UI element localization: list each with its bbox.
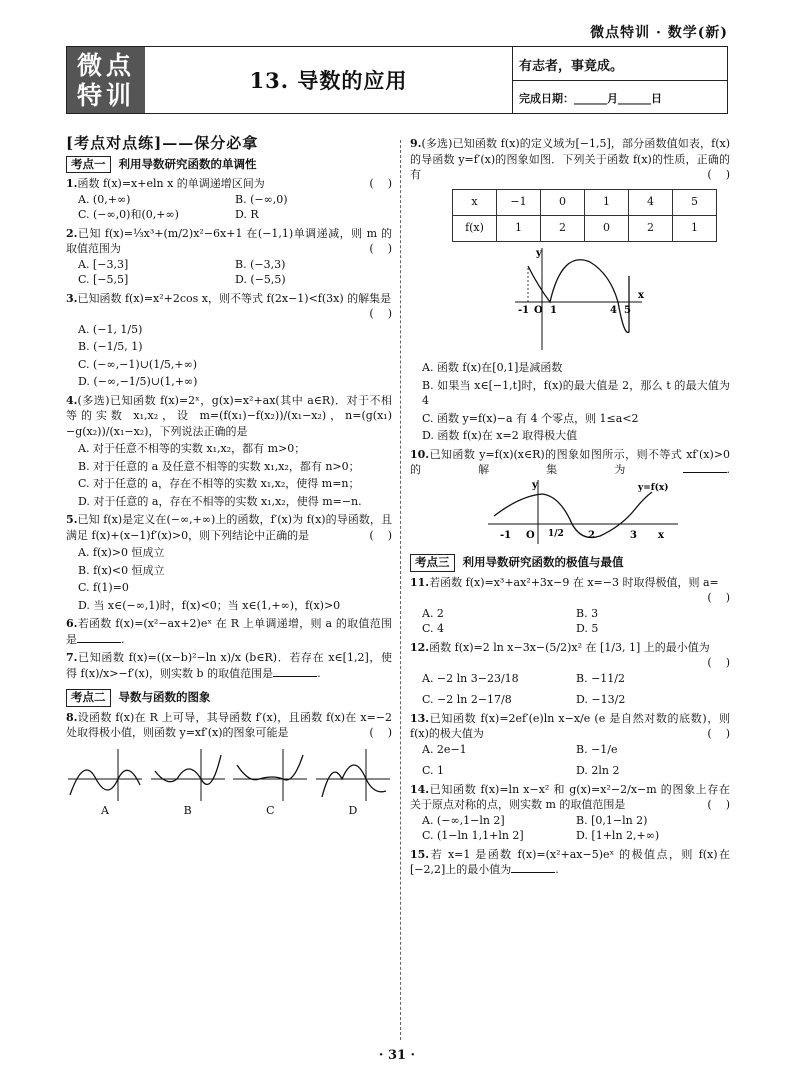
function-graph [410, 478, 730, 546]
option: C. 函数 y=f(x)−a 有 4 个零点，则 1≤a<2 [422, 411, 639, 425]
option: D. 5 [576, 622, 599, 635]
option: B. 3 [576, 606, 599, 620]
svg-text:5: 5 [624, 304, 631, 316]
option: A. −2 ln 3−23/18 [422, 671, 519, 685]
option: A. 2 [422, 606, 444, 620]
option: C. (−∞,0)和(0,+∞) [78, 208, 179, 221]
option: C. f(1)=0 [78, 581, 129, 594]
section-heading-2 [66, 689, 392, 707]
option: C. (−∞,−1)∪(1/5,+∞) [78, 357, 198, 371]
svg-text:-1: -1 [518, 304, 530, 316]
option: D. R [235, 208, 259, 221]
option: D. 对于任意的 a，存在不相等的实数 x₁,x₂，使得 m=−n. [78, 494, 362, 508]
option: A. f(x)>0 恒成立 [78, 546, 165, 559]
section-tag: 考点二 [66, 689, 111, 707]
answer-blank[interactable] [511, 862, 555, 873]
graph-option-c: C [231, 745, 309, 819]
question-5: 5.已知 f(x)是定义在(−∞,+∞)上的函数，f′(x)为 f(x)的导函数，且满足 f(x)+(x−1)f′(x)>0，则下列结论中正确的是 ( ) A. f(x)>0 恒成立 B. f(x)<0 恒成立 C. f(1)=0 D. 当 x∈(−∞,1)时，f(x)<0；当 x∈(1,+∞)，f(x)>0 [66, 513, 392, 612]
section-title: 导数与函数的图象 [118, 690, 211, 704]
option: A. 对于任意不相等的实数 x₁,x₂，都有 m>0； [78, 442, 306, 455]
section-heading-1 [66, 156, 392, 174]
lesson-header [66, 46, 728, 114]
question-10: 10.已知函数 y=f(x)(x∈R)的图象如图所示，则不等式 xf′(x)>0 的解集为 . -1 O 1/2 2 3 x y y=f(x) [410, 447, 730, 551]
motto: 有志者，事竟成。 [513, 47, 727, 81]
section-title: 利用导数研究函数的单调性 [118, 156, 257, 171]
question-13: 13.已知函数 f(x)=2ef′(e)ln x−x/e (e 是自然对数的底数)，则 f(x)的极大值为 ( ) A. 2e−1 B. −1/e C. 1 D. 2ln 2 [410, 711, 730, 777]
question-3: 3.已知函数 f(x)=x²+2cos x，则不等式 f(2x−1)<f(3x) 的解集是 ( ) A. (−1, 1/5) B. (−1/5, 1) C. (−∞,−1)∪(1/5,+∞) D. (−∞,−1/5)∪(1,+∞) [66, 291, 392, 388]
option: C. −2 ln 2−17/8 [422, 693, 512, 706]
option: C. 4 [422, 622, 445, 635]
question-6: 6.若函数 f(x)=(x²−ax+2)eˣ 在 R 上单调递增，则 a 的取值范围是 . [66, 617, 392, 646]
question-4: 4.(多选)已知函数 f(x)=2ˣ，g(x)=x²+ax(其中 a∈R)．对于不相等的实数 x₁,x₂，设 m=(f(x₁)−f(x₂))/(x₁−x₂)，n=(g(x₁)−g(x₂))/(x₁−x₂)，下列说法正确的是 A. 对于任意不相等的实数 x₁,x₂，都有 m>0； B. 对于任意的 a 及任意不相等的实数 x₁,x₂，都有 n>0； C. 对于任意的 a，存在不相等的实数 x₁,x₂，使得 m=n； D. 对于任意的 a，存在不相等的实数 x₁,x₂，使得 m=−n. [66, 393, 392, 508]
svg-text:x: x [658, 529, 664, 541]
series-badge: 微点 特训 [67, 47, 145, 113]
option: B. −1/e [576, 742, 618, 756]
svg-text:y=f(x): y=f(x) [638, 482, 669, 493]
option: C. (1−ln 1,1+ln 2] [422, 829, 524, 842]
option: D. [1+ln 2,+∞) [576, 829, 660, 842]
option: C. [−5,5] [78, 273, 129, 286]
option: B. (−1/5, 1) [78, 340, 143, 353]
question-11: 11.若函数 f(x)=x³+ax²+3x−9 在 x=−3 时取得极值，则 a= ( ) A. 2 B. 3 C. 4 D. 5 [410, 575, 730, 635]
left-column [66, 136, 392, 818]
svg-text:1: 1 [550, 304, 557, 316]
svg-text:2: 2 [588, 529, 595, 541]
svg-text:O: O [526, 529, 535, 541]
option: B. 如果当 x∈[−1,t]时，f(x)的最大值是 2，那么 t 的最大值为 4 [422, 378, 730, 407]
option: B. 对于任意的 a 及任意不相等的实数 x₁,x₂，都有 n>0； [78, 459, 360, 473]
option: D. 函数 f(x)在 x=2 取得极大值 [422, 429, 578, 442]
graph-option-d: D [314, 745, 392, 819]
column-divider [400, 140, 401, 1040]
derivative-graph [410, 246, 730, 354]
option: C. 1 [422, 764, 445, 777]
option: B. (−∞,0) [235, 192, 288, 206]
option: B. [0,1−ln 2) [576, 813, 648, 827]
answer-blank[interactable] [77, 632, 121, 643]
graph-option-b: B [149, 745, 227, 819]
page-number: · 31 · [378, 1048, 416, 1063]
answer-blank[interactable] [273, 666, 317, 677]
value-table: x −1 0 1 4 5 f(x) 1 2 0 2 1 [452, 189, 717, 242]
question-2: 2.已知 f(x)=⅓x³+(m/2)x²−6x+1 在(−1,1)单调递减，则 m 的取值范围为 ( ) A. [−3,3] B. (−3,3) C. [−5,5] D. (−5,5) [66, 226, 392, 286]
svg-text:y: y [532, 479, 538, 491]
right-column [410, 136, 730, 878]
option: B. f(x)<0 恒成立 [78, 563, 165, 577]
answer-blank[interactable] [683, 462, 727, 473]
series-label: 微点特训 · 数学(新) [590, 25, 728, 41]
question-1: 1.函数 f(x)=x+eln x 的单调递增区间为 ( ) A. (0,+∞) B. (−∞,0) C. (−∞,0)和(0,+∞) D. R [66, 177, 392, 221]
section-tag: 考点一 [66, 156, 111, 174]
lesson-title: 13. 导数的应用 [145, 47, 513, 113]
section-main-heading: [考点对点练]——保分必拿 [66, 134, 259, 152]
option: A. 2e−1 [422, 742, 467, 756]
completion-date: 完成日期：______月______日 [519, 92, 662, 105]
question-14: 14.已知函数 f(x)=ln x−x² 和 g(x)=x²−2/x−m 的图象上存在关于原点对称的点，则实数 m 的取值范围是 ( ) A. (−∞,1−ln 2] B. [0,1−ln 2) C. (1−ln 1,1+ln 2] D. [1+ln 2,+∞) [410, 782, 730, 842]
option: D. 2ln 2 [576, 764, 620, 777]
option: A. 函数 f(x)在[0,1]是减函数 [422, 361, 563, 374]
option: B. (−3,3) [235, 257, 286, 271]
option: D. 当 x∈(−∞,1)时，f(x)<0；当 x∈(1,+∞)，f(x)>0 [78, 598, 341, 612]
option: A. (−1, 1/5) [78, 322, 143, 336]
svg-text:x: x [638, 289, 644, 301]
option-graphs [66, 745, 392, 819]
question-7: 7.已知函数 f(x)=((x−b)²−ln x)/x (b∈R)．若存在 x∈[1,2]，使得 f(x)/x>−f′(x)，则实数 b 的取值范围是 . [66, 651, 392, 680]
question-15: 15.若 x=1 是函数 f(x)=(x²+ax−5)eˣ 的极值点，则 f(x)在[−2,2]上的最小值为 . [410, 847, 730, 876]
svg-text:1/2: 1/2 [548, 528, 564, 539]
section-heading-3 [410, 554, 730, 572]
option: A. (0,+∞) [78, 192, 131, 206]
option: C. 对于任意的 a，存在不相等的实数 x₁,x₂，使得 m=n； [78, 477, 360, 490]
option: B. −11/2 [576, 671, 625, 685]
option: D. (−∞,−1/5)∪(1,+∞) [78, 375, 198, 388]
svg-text:-1: -1 [500, 529, 512, 541]
option: A. (−∞,1−ln 2] [422, 813, 505, 827]
svg-text:3: 3 [630, 529, 637, 541]
option: A. [−3,3] [78, 257, 129, 271]
question-8: 8.设函数 f(x)在 R 上可导，其导函数 f′(x)，且函数 f(x)在 x=−2 处取得极小值，则函数 y=xf′(x)的图象可能是 ( ) A B C D [66, 710, 392, 817]
svg-text:y: y [536, 247, 542, 259]
svg-text:O: O [534, 304, 543, 316]
question-12: 12.函数 f(x)=2 ln x−3x−(5/2)x² 在 [1/3, 1] 上的最小值为 ( ) A. −2 ln 3−23/18 B. −11/2 C. −2 ln 2−17/8 D. −13/2 [410, 640, 730, 706]
section-tag: 考点三 [410, 554, 455, 572]
option: D. −13/2 [576, 693, 626, 706]
graph-option-a: A [66, 745, 144, 819]
question-9: 9.(多选)已知函数 f(x)的定义域为[−1,5]，部分函数值如表，f(x)的导函数 y=f′(x)的图象如图．下列关于函数 f(x)的性质，正确的有 ( ) x −1 0 1 4 5 f(x) 1 2 0 2 1 -1 O 1 4 5 y x A. 函数 f(x)在[0,1]是减函数 B. 如果当 x∈[−1,t]时，f(x)的最大值是 2，那么 t 的最大值为 4 C. 函数 y=f(x)−a 有 4 个零点，则 1≤a<2 D. 函数 f(x)在 x=2 取得极大值 [410, 137, 730, 442]
option: D. (−5,5) [235, 273, 286, 286]
section-title: 利用导数研究函数的极值与最值 [462, 555, 624, 569]
header-side [513, 47, 727, 113]
svg-text:4: 4 [610, 304, 617, 316]
